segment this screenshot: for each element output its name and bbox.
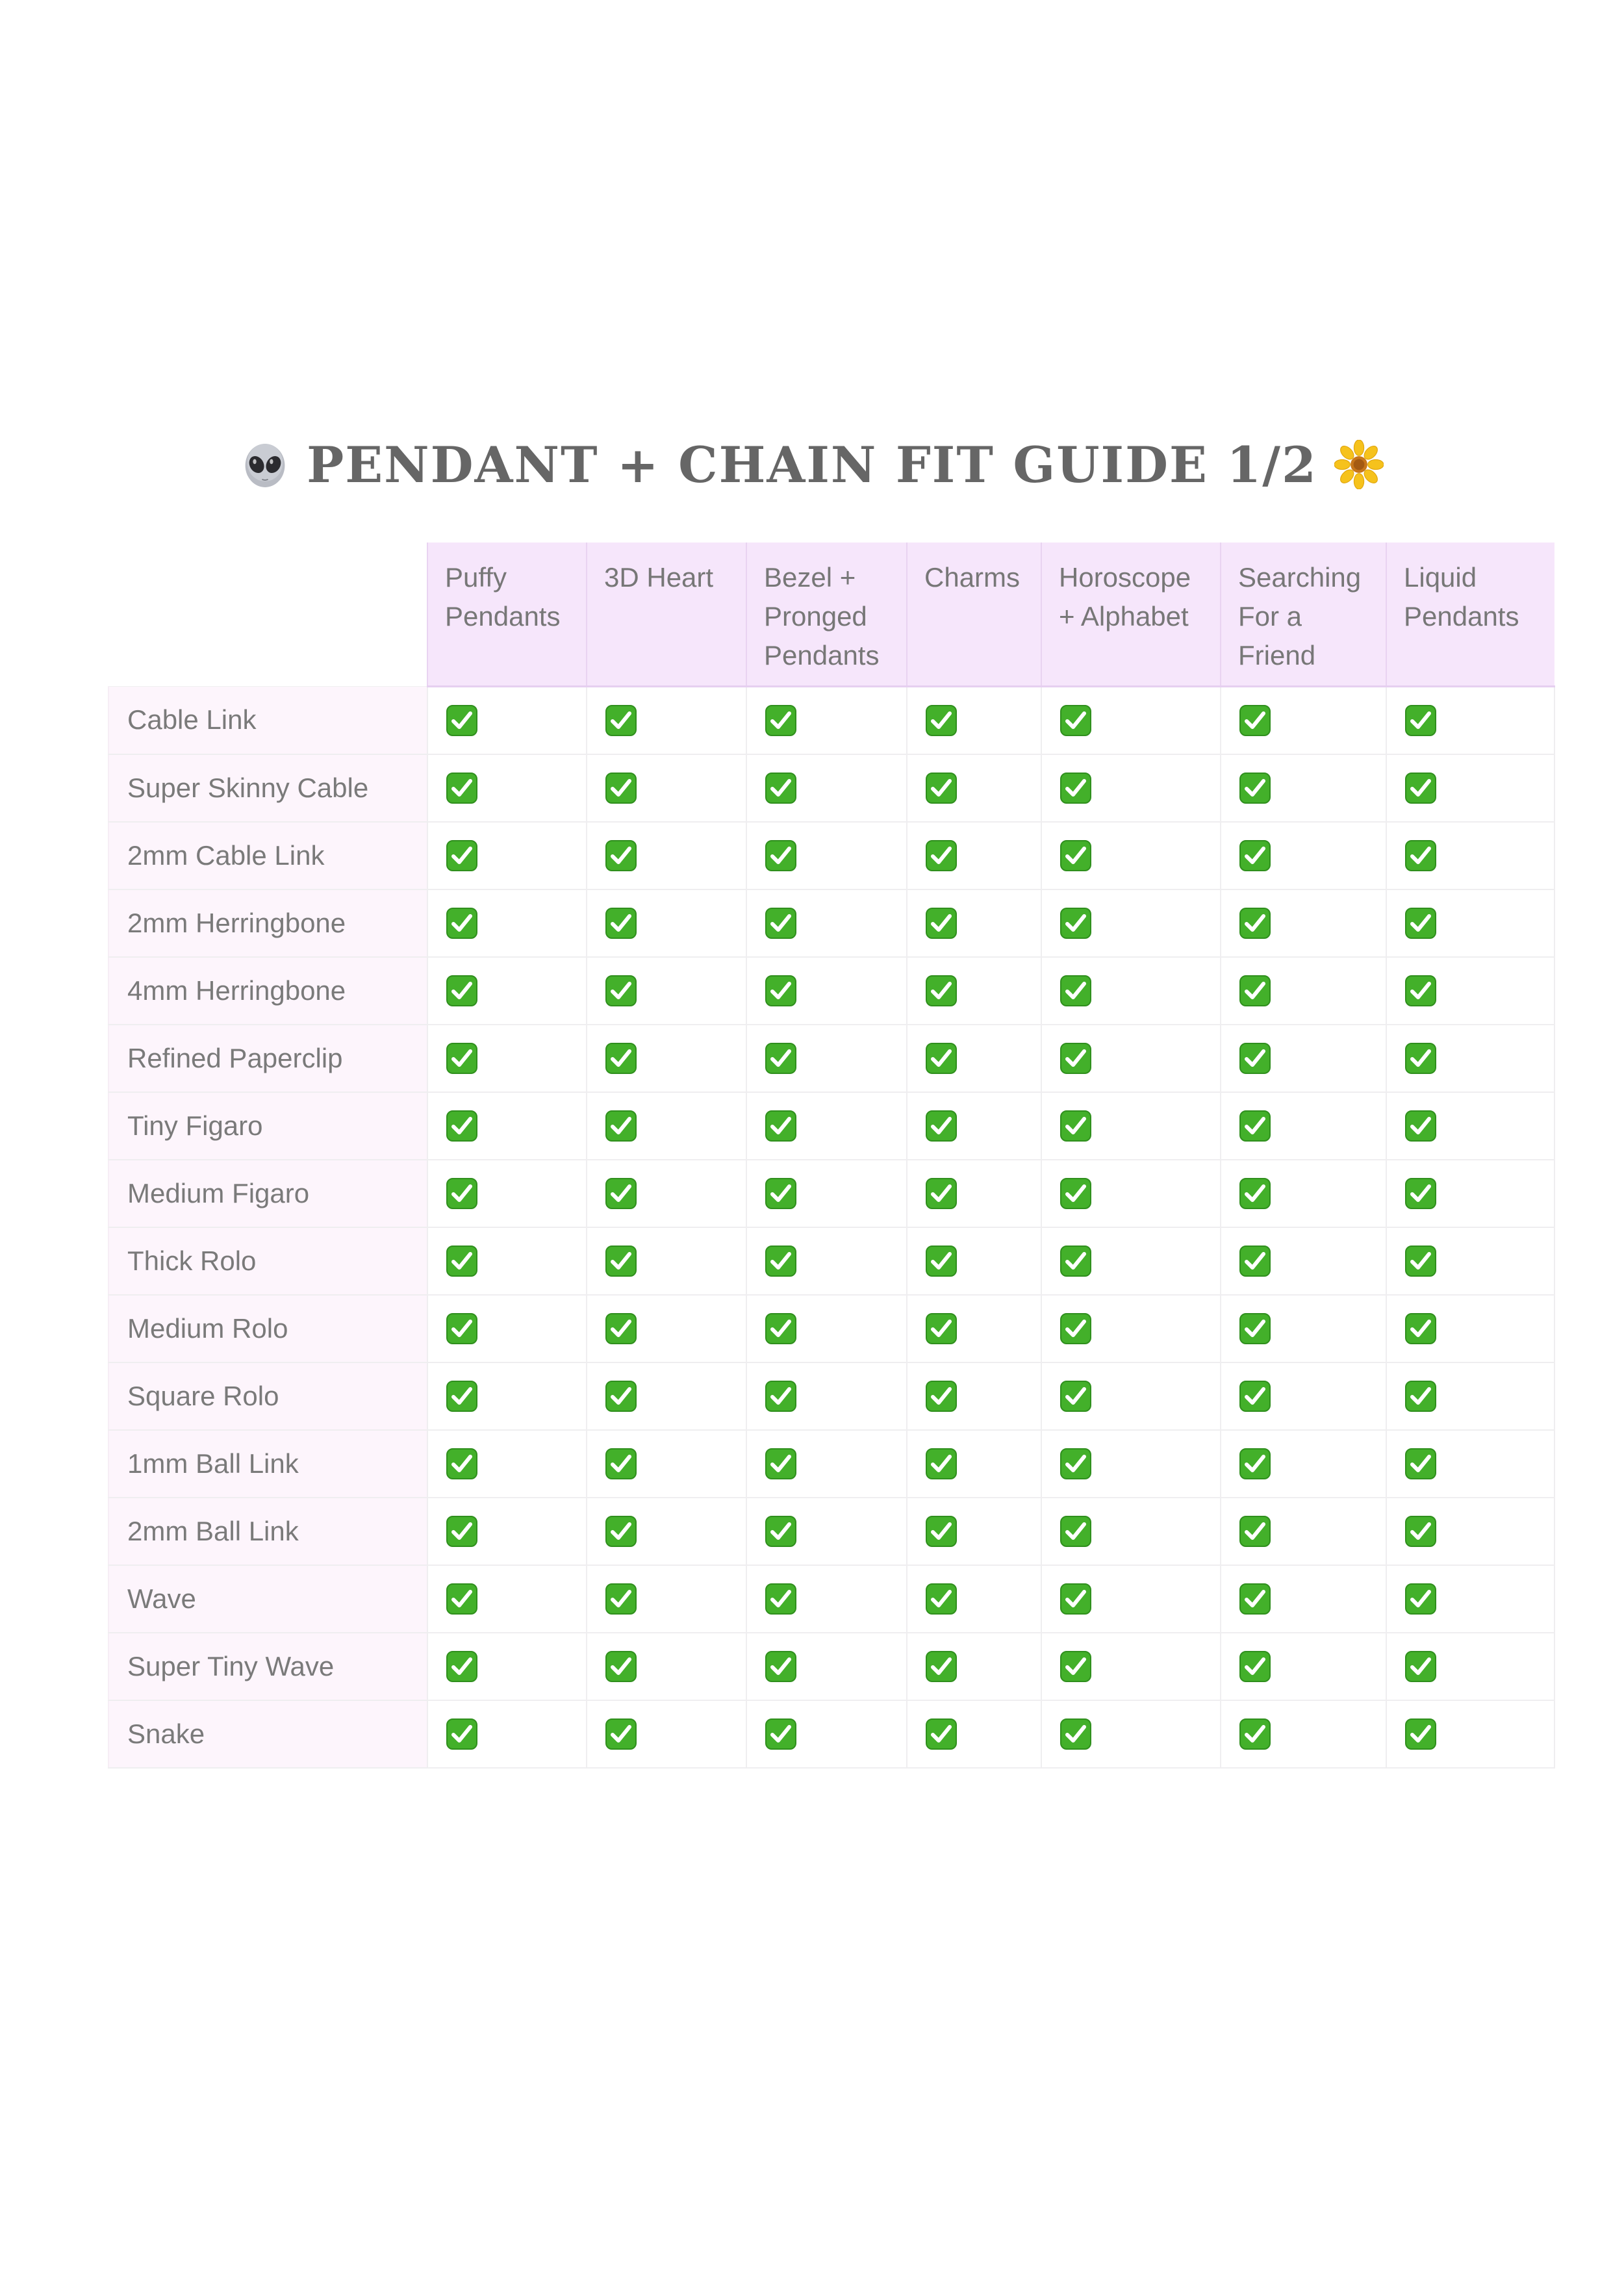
fit-cell <box>1041 1700 1221 1768</box>
check-mark-button-icon <box>1405 1246 1436 1277</box>
row-label: Snake <box>108 1700 427 1768</box>
check-mark-button-icon <box>605 975 637 1006</box>
fit-cell <box>1221 1160 1386 1227</box>
fit-cell <box>587 1700 746 1768</box>
fit-cell <box>587 889 746 957</box>
column-header: Horoscope + Alphabet <box>1041 543 1221 687</box>
check-mark-button-icon <box>1060 1516 1091 1547</box>
fit-cell <box>1041 1160 1221 1227</box>
check-mark-button-icon <box>605 1178 637 1209</box>
check-mark-button-icon <box>446 1583 477 1615</box>
row-label: Medium Figaro <box>108 1160 427 1227</box>
check-mark-button-icon <box>446 1651 477 1682</box>
column-header: Charms <box>907 543 1041 687</box>
check-mark-button-icon <box>1060 1651 1091 1682</box>
fit-cell <box>1041 687 1221 754</box>
check-mark-button-icon <box>1239 1246 1271 1277</box>
check-mark-button-icon <box>446 1381 477 1412</box>
check-mark-button-icon <box>446 705 477 736</box>
check-mark-button-icon <box>926 975 957 1006</box>
check-mark-button-icon <box>446 773 477 804</box>
fit-cell <box>1041 957 1221 1025</box>
check-mark-button-icon <box>1405 908 1436 939</box>
fit-cell <box>1221 1295 1386 1362</box>
check-mark-button-icon <box>605 705 637 736</box>
column-header: Searching For a Friend <box>1221 543 1386 687</box>
fit-cell <box>746 889 907 957</box>
fit-cell <box>427 957 587 1025</box>
fit-cell <box>1041 1565 1221 1633</box>
fit-cell <box>1386 1633 1554 1700</box>
fit-cell <box>907 1633 1041 1700</box>
check-mark-button-icon <box>446 1313 477 1344</box>
fit-cell <box>1386 754 1554 822</box>
fit-cell <box>746 1295 907 1362</box>
fit-cell <box>1041 889 1221 957</box>
fit-cell <box>1221 1430 1386 1498</box>
fit-cell <box>427 687 587 754</box>
check-mark-button-icon <box>605 1313 637 1344</box>
fit-cell <box>1221 754 1386 822</box>
check-mark-button-icon <box>605 1448 637 1479</box>
check-mark-button-icon <box>765 1110 796 1142</box>
check-mark-button-icon <box>1060 1313 1091 1344</box>
check-mark-button-icon <box>446 1516 477 1547</box>
row-label: Medium Rolo <box>108 1295 427 1362</box>
table-row <box>108 1025 1554 1092</box>
check-mark-button-icon <box>1239 1583 1271 1615</box>
row-label: 1mm Ball Link <box>108 1430 427 1498</box>
row-label: 2mm Cable Link <box>108 822 427 889</box>
check-mark-button-icon <box>926 1313 957 1344</box>
fit-cell <box>1041 754 1221 822</box>
fit-cell <box>427 1227 587 1295</box>
check-mark-button-icon <box>1405 1651 1436 1682</box>
table-row <box>108 957 1554 1025</box>
check-mark-button-icon <box>1060 1043 1091 1074</box>
check-mark-button-icon <box>765 1718 796 1750</box>
check-mark-button-icon <box>1239 1381 1271 1412</box>
check-mark-button-icon <box>765 1178 796 1209</box>
check-mark-button-icon <box>926 1718 957 1750</box>
fit-cell <box>1386 1700 1554 1768</box>
check-mark-button-icon <box>765 773 796 804</box>
fit-cell <box>1041 1362 1221 1430</box>
row-label: Super Tiny Wave <box>108 1633 427 1700</box>
check-mark-button-icon <box>605 1583 637 1615</box>
fit-cell <box>587 1227 746 1295</box>
column-header: Liquid Pendants <box>1386 543 1554 687</box>
fit-cell <box>1386 1227 1554 1295</box>
fit-cell <box>587 1633 746 1700</box>
check-mark-button-icon <box>926 1448 957 1479</box>
fit-cell <box>746 1565 907 1633</box>
check-mark-button-icon <box>605 1651 637 1682</box>
check-mark-button-icon <box>926 1381 957 1412</box>
fit-cell <box>1041 1227 1221 1295</box>
fit-cell <box>587 1498 746 1565</box>
fit-cell <box>1386 889 1554 957</box>
fit-cell <box>427 1700 587 1768</box>
check-mark-button-icon <box>446 908 477 939</box>
check-mark-button-icon <box>765 1651 796 1682</box>
fit-cell <box>587 687 746 754</box>
fit-cell <box>1041 1025 1221 1092</box>
check-mark-button-icon <box>1060 1110 1091 1142</box>
check-mark-button-icon <box>605 840 637 871</box>
fit-cell <box>746 754 907 822</box>
check-mark-button-icon <box>1060 1583 1091 1615</box>
fit-cell <box>427 754 587 822</box>
fit-cell <box>1221 1565 1386 1633</box>
fit-cell <box>1221 1700 1386 1768</box>
fit-cell <box>746 1160 907 1227</box>
fit-cell <box>907 1498 1041 1565</box>
check-mark-button-icon <box>1405 1110 1436 1142</box>
fit-cell <box>907 1362 1041 1430</box>
table-row <box>108 1633 1554 1700</box>
fit-cell <box>1386 1498 1554 1565</box>
fit-cell <box>1386 1025 1554 1092</box>
check-mark-button-icon <box>1060 773 1091 804</box>
table-row <box>108 1700 1554 1768</box>
table-row <box>108 1295 1554 1362</box>
title-text: PENDANT + CHAIN FIT GUIDE 1/2 <box>307 435 1317 494</box>
check-mark-button-icon <box>605 773 637 804</box>
check-mark-button-icon <box>1239 1718 1271 1750</box>
fit-cell <box>427 1498 587 1565</box>
fit-guide-table <box>108 543 1555 1769</box>
fit-cell <box>907 1160 1041 1227</box>
fit-cell <box>746 1025 907 1092</box>
fit-cell <box>427 822 587 889</box>
fit-cell <box>907 754 1041 822</box>
check-mark-button-icon <box>1405 1583 1436 1615</box>
fit-cell <box>587 822 746 889</box>
check-mark-button-icon <box>1060 1178 1091 1209</box>
fit-cell <box>427 1565 587 1633</box>
check-mark-button-icon <box>1239 908 1271 939</box>
check-mark-button-icon <box>1405 773 1436 804</box>
fit-cell <box>587 1160 746 1227</box>
fit-cell <box>907 1430 1041 1498</box>
check-mark-button-icon <box>605 1246 637 1277</box>
fit-cell <box>746 1700 907 1768</box>
check-mark-button-icon <box>605 908 637 939</box>
check-mark-button-icon <box>926 1043 957 1074</box>
check-mark-button-icon <box>1239 705 1271 736</box>
row-label: 2mm Ball Link <box>108 1498 427 1565</box>
check-mark-button-icon <box>765 1313 796 1344</box>
fit-cell <box>427 1430 587 1498</box>
check-mark-button-icon <box>926 1110 957 1142</box>
table-row <box>108 822 1554 889</box>
page-title <box>0 416 1624 513</box>
row-label: Thick Rolo <box>108 1227 427 1295</box>
row-label: Tiny Figaro <box>108 1092 427 1160</box>
fit-cell <box>1041 1430 1221 1498</box>
row-label: Super Skinny Cable <box>108 754 427 822</box>
row-label: Wave <box>108 1565 427 1633</box>
table-row <box>108 1498 1554 1565</box>
fit-cell <box>1386 1362 1554 1430</box>
fit-cell <box>1221 1633 1386 1700</box>
table-row <box>108 1227 1554 1295</box>
fit-cell <box>1221 957 1386 1025</box>
fit-cell <box>907 1227 1041 1295</box>
check-mark-button-icon <box>1060 1381 1091 1412</box>
check-mark-button-icon <box>765 1448 796 1479</box>
table-row <box>108 1092 1554 1160</box>
check-mark-button-icon <box>1405 1043 1436 1074</box>
fit-cell <box>587 1565 746 1633</box>
fit-cell <box>1386 1160 1554 1227</box>
fit-cell <box>1221 889 1386 957</box>
check-mark-button-icon <box>765 908 796 939</box>
fit-cell <box>1221 1227 1386 1295</box>
check-mark-button-icon <box>1239 1651 1271 1682</box>
check-mark-button-icon <box>926 705 957 736</box>
check-mark-button-icon <box>1060 908 1091 939</box>
check-mark-button-icon <box>1405 1178 1436 1209</box>
fit-cell <box>907 1565 1041 1633</box>
table-row <box>108 1565 1554 1633</box>
fit-cell <box>907 1025 1041 1092</box>
fit-cell <box>907 1092 1041 1160</box>
fit-cell <box>1221 1092 1386 1160</box>
check-mark-button-icon <box>1405 975 1436 1006</box>
fit-cell <box>587 957 746 1025</box>
check-mark-button-icon <box>926 1178 957 1209</box>
check-mark-button-icon <box>605 1516 637 1547</box>
fit-cell <box>587 1362 746 1430</box>
check-mark-button-icon <box>605 1110 637 1142</box>
fit-cell <box>746 1362 907 1430</box>
row-label: Cable Link <box>108 687 427 754</box>
check-mark-button-icon <box>1239 1448 1271 1479</box>
fit-cell <box>907 957 1041 1025</box>
fit-cell <box>427 1362 587 1430</box>
check-mark-button-icon <box>926 773 957 804</box>
column-header: Bezel + Pronged Pendants <box>746 543 907 687</box>
check-mark-button-icon <box>446 840 477 871</box>
check-mark-button-icon <box>1060 1246 1091 1277</box>
check-mark-button-icon <box>1405 1381 1436 1412</box>
table-row <box>108 754 1554 822</box>
fit-cell <box>587 1025 746 1092</box>
table-row <box>108 889 1554 957</box>
check-mark-button-icon <box>605 1718 637 1750</box>
check-mark-button-icon <box>446 1178 477 1209</box>
check-mark-button-icon <box>926 908 957 939</box>
table-row <box>108 1430 1554 1498</box>
fit-cell <box>587 1092 746 1160</box>
fit-cell <box>907 1295 1041 1362</box>
column-header: Puffy Pendants <box>427 543 587 687</box>
table-row <box>108 1160 1554 1227</box>
check-mark-button-icon <box>446 1110 477 1142</box>
check-mark-button-icon <box>765 705 796 736</box>
fit-cell <box>1386 1565 1554 1633</box>
check-mark-button-icon <box>1060 840 1091 871</box>
check-mark-button-icon <box>1405 1516 1436 1547</box>
check-mark-button-icon <box>1060 1448 1091 1479</box>
check-mark-button-icon <box>926 1651 957 1682</box>
alien-emoji-icon <box>240 440 290 489</box>
check-mark-button-icon <box>765 1381 796 1412</box>
column-header: 3D Heart <box>587 543 746 687</box>
check-mark-button-icon <box>1060 975 1091 1006</box>
fit-cell <box>1041 1092 1221 1160</box>
row-label: 4mm Herringbone <box>108 957 427 1025</box>
table-row <box>108 1362 1554 1430</box>
check-mark-button-icon <box>1060 705 1091 736</box>
check-mark-button-icon <box>765 1043 796 1074</box>
fit-cell <box>427 1633 587 1700</box>
row-label: Square Rolo <box>108 1362 427 1430</box>
check-mark-button-icon <box>765 1246 796 1277</box>
fit-cell <box>746 1430 907 1498</box>
check-mark-button-icon <box>446 975 477 1006</box>
fit-cell <box>746 1227 907 1295</box>
row-label: Refined Paperclip <box>108 1025 427 1092</box>
fit-cell <box>1221 1498 1386 1565</box>
check-mark-button-icon <box>446 1246 477 1277</box>
check-mark-button-icon <box>765 1516 796 1547</box>
fit-cell <box>1221 687 1386 754</box>
check-mark-button-icon <box>926 1246 957 1277</box>
fit-cell <box>1386 687 1554 754</box>
fit-cell <box>587 1430 746 1498</box>
fit-cell <box>1386 1430 1554 1498</box>
fit-cell <box>746 1633 907 1700</box>
fit-cell <box>1386 822 1554 889</box>
check-mark-button-icon <box>446 1448 477 1479</box>
sunflower-emoji-icon <box>1334 440 1384 489</box>
fit-cell <box>1386 1092 1554 1160</box>
check-mark-button-icon <box>926 1583 957 1615</box>
fit-cell <box>587 754 746 822</box>
check-mark-button-icon <box>765 840 796 871</box>
check-mark-button-icon <box>765 1583 796 1615</box>
fit-cell <box>427 889 587 957</box>
fit-cell <box>746 822 907 889</box>
fit-cell <box>907 1700 1041 1768</box>
fit-cell <box>427 1160 587 1227</box>
corner-cell <box>108 543 427 687</box>
check-mark-button-icon <box>1239 773 1271 804</box>
check-mark-button-icon <box>1405 705 1436 736</box>
fit-cell <box>746 1498 907 1565</box>
fit-cell <box>907 889 1041 957</box>
fit-cell <box>1041 1633 1221 1700</box>
check-mark-button-icon <box>1239 1178 1271 1209</box>
fit-cell <box>1221 1025 1386 1092</box>
fit-cell <box>907 822 1041 889</box>
table-row <box>108 687 1554 754</box>
fit-cell <box>1386 1295 1554 1362</box>
fit-cell <box>746 1092 907 1160</box>
check-mark-button-icon <box>1405 1448 1436 1479</box>
fit-cell <box>587 1295 746 1362</box>
fit-cell <box>427 1092 587 1160</box>
check-mark-button-icon <box>1239 1110 1271 1142</box>
fit-cell <box>427 1295 587 1362</box>
fit-cell <box>746 687 907 754</box>
check-mark-button-icon <box>1239 975 1271 1006</box>
fit-cell <box>1221 822 1386 889</box>
fit-cell <box>746 957 907 1025</box>
check-mark-button-icon <box>446 1043 477 1074</box>
fit-cell <box>1041 1498 1221 1565</box>
check-mark-button-icon <box>1239 1516 1271 1547</box>
check-mark-button-icon <box>1239 1313 1271 1344</box>
check-mark-button-icon <box>1405 1313 1436 1344</box>
check-mark-button-icon <box>1239 840 1271 871</box>
check-mark-button-icon <box>1239 1043 1271 1074</box>
check-mark-button-icon <box>926 840 957 871</box>
check-mark-button-icon <box>1405 840 1436 871</box>
fit-cell <box>907 687 1041 754</box>
check-mark-button-icon <box>605 1381 637 1412</box>
fit-cell <box>1221 1362 1386 1430</box>
check-mark-button-icon <box>446 1718 477 1750</box>
check-mark-button-icon <box>926 1516 957 1547</box>
row-label: 2mm Herringbone <box>108 889 427 957</box>
fit-cell <box>1041 822 1221 889</box>
fit-cell <box>427 1025 587 1092</box>
fit-cell <box>1041 1295 1221 1362</box>
header-row <box>108 543 1554 687</box>
check-mark-button-icon <box>1060 1718 1091 1750</box>
check-mark-button-icon <box>1405 1718 1436 1750</box>
fit-cell <box>1386 957 1554 1025</box>
check-mark-button-icon <box>605 1043 637 1074</box>
check-mark-button-icon <box>765 975 796 1006</box>
